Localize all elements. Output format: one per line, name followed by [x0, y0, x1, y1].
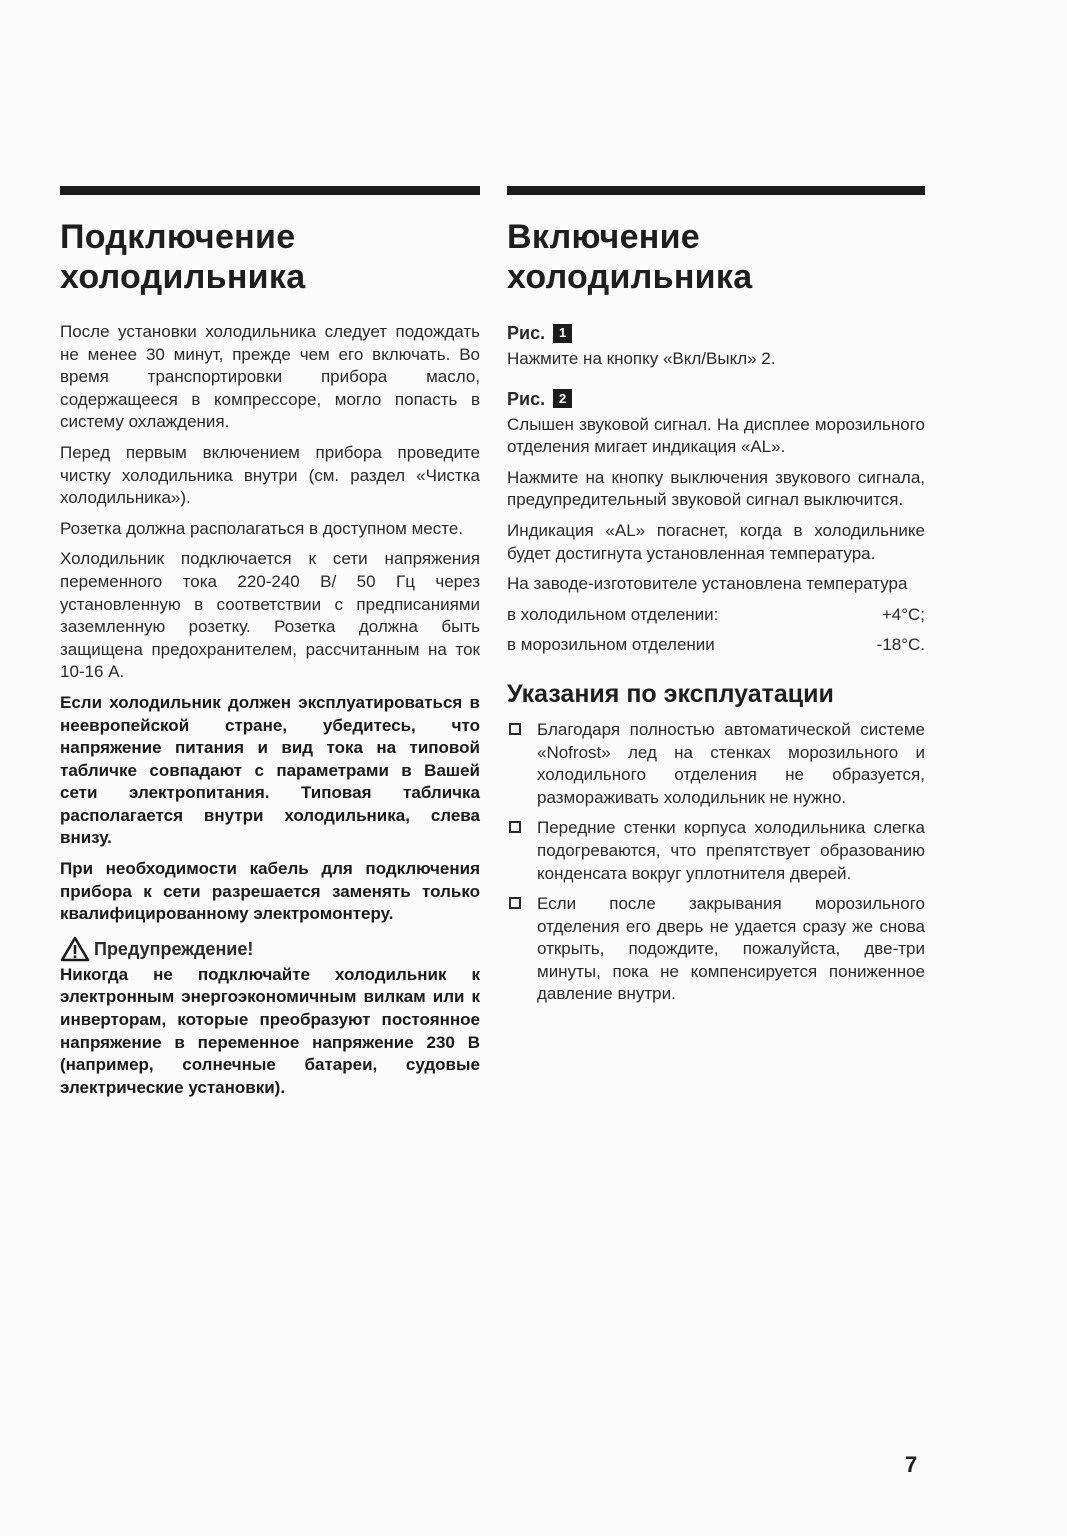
list-item: [507, 893, 925, 1006]
tip-text: Передние стенки корпуса холодильника слегка подогреваются, что препятствует образованию конденсата вокруг уплотнителя дверей.: [537, 818, 925, 883]
right-column: [507, 186, 925, 1014]
list-item: [507, 817, 925, 885]
temperature-row: [507, 634, 925, 657]
bold-paragraph: При необходимости кабель для подключения прибора к сети разрешается заменять только квалифицированному электромонтеру.: [60, 859, 480, 924]
list-item: [507, 719, 925, 809]
temperature-row: [507, 604, 925, 627]
temperature-value: +4°C;: [881, 604, 925, 624]
tip-text: Благодаря полностью автоматической системе «Nofrost» лед на стенках морозильного и холодильного отделения не образуется, размораживать холодильник не нужно.: [537, 719, 925, 807]
paragraph: Нажмите на кнопку выключения звукового сигнала, предупредительный звуковой сигнал выключится.: [507, 467, 925, 510]
title-line-2: холодильника: [507, 258, 753, 296]
figure-number-box: 2: [553, 389, 572, 408]
bold-paragraph: Если холодильник должен эксплуатироваться в неевропейской стране, убедитесь, что напряжение питания и вид тока на типовой табличке совпадают с параметрами в Вашей сети электропитания. Типовая табличка располагается внутри холодильника, слева внизу.: [60, 692, 480, 848]
title-line-2: холодильника: [60, 258, 306, 296]
tip-text: Если после закрывания морозильного отделения его дверь не удается сразу же снова открыть, подождите, пожалуйста, две-три минуты, пока не компенсируется пониженное давление внутри.: [537, 894, 925, 1004]
figure-label: [507, 321, 925, 345]
section-rule: [507, 186, 925, 195]
paragraph: Нажмите на кнопку «Вкл/Выкл» 2.: [507, 349, 776, 368]
tips-title: Указания по эксплуатации: [507, 679, 834, 708]
title-line-1: Включение: [507, 218, 701, 256]
temperature-value: -18°C.: [876, 635, 925, 655]
left-column: [60, 186, 480, 1107]
paragraph: На заводе-изготовителе установлена температура: [507, 574, 908, 594]
figure-label: [507, 387, 925, 411]
paragraph: После установки холодильника следует подождать не менее 30 минут, прежде чем его включать. Во время транспортировки прибора масло, содержащееся в компрессоре, могло попасть в систему охлаждения.: [60, 322, 480, 432]
warning-heading: [60, 936, 480, 962]
paragraph: Индикация «AL» погаснет, когда в холодильнике будет достигнута установленная температура.: [507, 520, 925, 563]
warning-text: Никогда не подключайте холодильник к электронным энергоэкономичным вилкам или к инверторам, которые преобразуют постоянное напряжение в переменное напряжение 230 В (например, солнечные батареи, судовые электрические установки).: [60, 964, 480, 1097]
warning-triangle-icon: [60, 936, 90, 962]
figure-label-text: Рис.: [507, 388, 546, 409]
page-number: 7: [905, 1452, 918, 1477]
checkbox-bullet-icon: [509, 897, 521, 909]
tips-list: [507, 719, 925, 1006]
paragraph: Розетка должна располагаться в доступном месте.: [60, 518, 464, 538]
section-title: [60, 217, 480, 297]
warning-title: Предупреждение!: [94, 938, 254, 959]
figure-label-text: Рис.: [507, 323, 546, 343]
section-title: [507, 217, 925, 297]
title-line-1: Подключение: [60, 218, 296, 256]
temperature-label: в холодильном отделении:: [507, 604, 719, 624]
figure-number-box: 1: [553, 324, 572, 343]
section-rule: [60, 186, 480, 195]
paragraph: Перед первым включением прибора проведите чистку холодильника внутри (см. раздел «Чистка холодильника»).: [60, 442, 480, 508]
paragraph: Холодильник подключается к сети напряжения переменного тока 220-240 В/ 50 Гц через установленную в соответствии с предписаниями заземленную розетку. Розетка должна быть защищена предохранителем, рассчитанным на ток 10-16 А.: [60, 549, 480, 682]
checkbox-bullet-icon: [509, 723, 521, 735]
paragraph: Слышен звуковой сигнал. На дисплее морозильного отделения мигает индикация «AL».: [507, 414, 925, 457]
checkbox-bullet-icon: [509, 821, 521, 833]
temperature-label: в морозильном отделении: [507, 635, 715, 655]
